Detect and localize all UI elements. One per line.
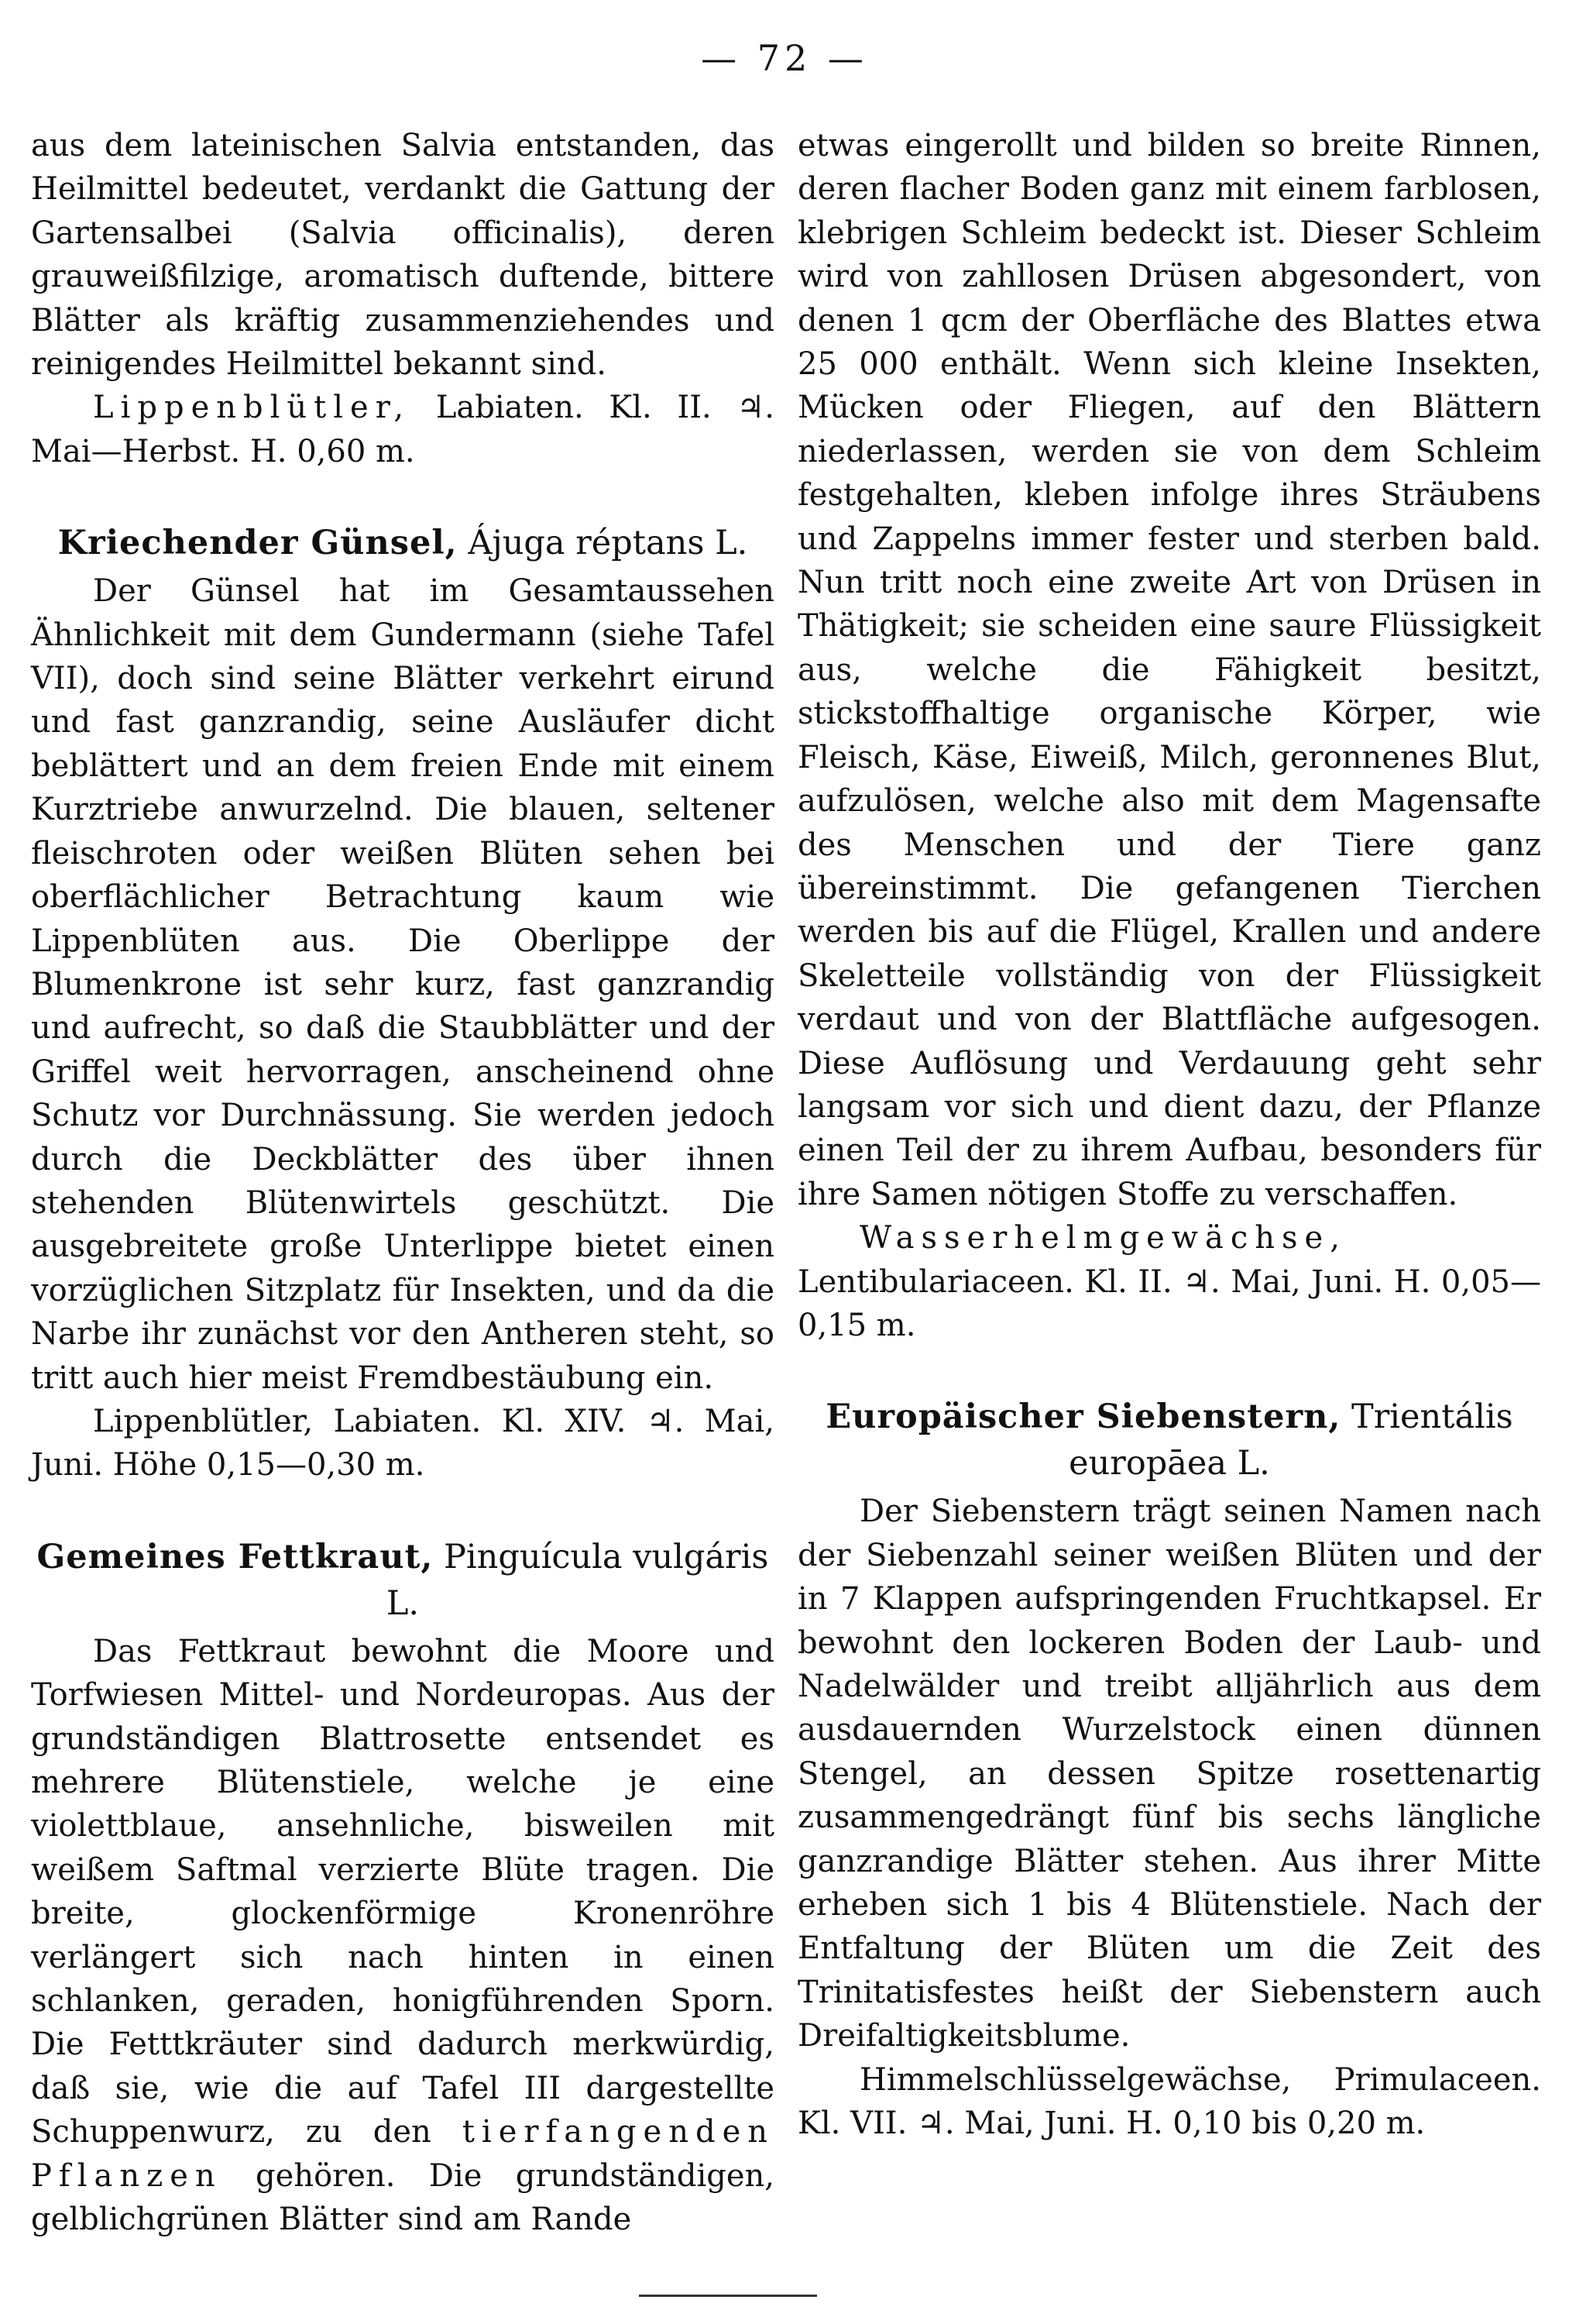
pinguicula-heading-latin: Pinguícula vulgáris L.	[386, 1537, 769, 1623]
pinguicula-text-b: gehören. Die grundständigen, gelblichgrünen Blätter sind am Rande	[31, 2157, 774, 2238]
pinguicula-text-a: Das Fettkraut bewohnt die Moore und Torfwiesen Mittel- und Nordeuropas. Aus der grundständigen Blattrosette entsendet es mehrere Blütenstiele, welche je eine violettblaue, ansehnliche, bisweilen mit weißem Saftmal verzierte Blüte tragen. Die breite, glockenförmige Kronenröhre verlängert sich nach hinten in einen schlanken, geraden, honigführenden Sporn. Die Fetttkräuter sind dadurch merkwürdig, daß sie, wie die auf Tafel III dargestellte Schuppenwurz, zu den	[31, 1633, 774, 2150]
pinguicula-heading-name: Gemeines Fettkraut,	[36, 1537, 434, 1576]
salvia-family-name: Lippenblütler,	[93, 390, 411, 426]
trientalis-heading-latin-b: europāea L.	[1069, 1444, 1270, 1483]
ajuga-heading-name: Kriechender Günsel,	[57, 524, 458, 563]
ajuga-heading-latin: Ájuga réptans L.	[468, 524, 748, 563]
trientalis-heading	[798, 1394, 1541, 1487]
pinguicula-family-name: Wasserhelmgewächse,	[860, 1220, 1347, 1257]
trientalis-classification: Himmelschlüsselgewächse, Primulaceen. Kl. VII. ♃. Mai, Juni. H. 0,10 bis 0,20 m.	[798, 2061, 1541, 2142]
ajuga-paragraph: Der Günsel hat im Gesamtaussehen Ähnlichkeit mit dem Gundermann (siehe Tafel VII), doch sind seine Blätter verkehrt eirund und fast ganzrandig, seine Ausläufer dicht beblättert und an dem freien Ende mit einem Kurztriebe anwurzelnd. Die blauen, seltener fleischroten oder weißen Blüten sehen bei oberflächlicher Betrachtung kaum wie Lippenblüten aus. Die Oberlippe der Blumenkrone ist sehr kurz, fast ganzrandig und aufrecht, so daß die Staubblätter und der Griffel weit hervorragen, anscheinend ohne Schutz vor Durchnässung. Sie werden jedoch durch die Deckblätter des über ihnen stehenden Blütenwirtels geschützt. Die ausgebreitete große Unterlippe bietet einen vorzüglichen Sitzplatz für Insekten, und da die Narbe ihr zunächst vor den Antheren steht, so tritt auch hier meist Fremdbestäubung ein.	[31, 573, 774, 1396]
pinguicula-classification-rest: Lentibulariaceen. Kl. II. ♃. Mai, Juni. H. 0,05—0,15 m.	[798, 1263, 1541, 1343]
left-column	[31, 124, 774, 2241]
ajuga-classification: Lippenblütler, Labiaten. Kl. XIV. ♃. Mai, Juni. Höhe 0,15—0,30 m.	[31, 1403, 774, 1483]
salvia-classification-rest: Labiaten. Kl. II. ♃. Mai—Herbst. H. 0,60 m.	[31, 390, 774, 469]
right-column	[798, 124, 1541, 2145]
pinguicula-heading	[31, 1534, 774, 1627]
ajuga-heading	[31, 520, 774, 566]
footer-rule	[639, 2295, 817, 2297]
pinguicula-text-emphasis: tierfangenden Pflanzen	[31, 2114, 774, 2194]
trientalis-heading-latin-a: Trientális	[1351, 1397, 1513, 1437]
pinguicula-continuation: etwas eingerollt und bilden so breite Rinnen, deren flacher Boden ganz mit einem farblosen, klebrigen Schleim bedeckt ist. Dieser Schleim wird von zahllosen Drüsen abgesondert, von denen 1 qcm der Oberfläche des Blattes etwa 25 000 enthält. Wenn sich kleine Insekten, Mücken oder Fliegen, auf den Blättern niederlassen, werden sie von dem Schleim festgehalten, kleben infolge ihres Sträubens und Zappelns immer fester und sterben bald. Nun tritt noch eine zweite Art von Drüsen in Thätigkeit; sie scheiden eine saure Flüssigkeit aus, welche die Fähigkeit besitzt, stickstoffhaltige organische Körper, wie Fleisch, Käse, Eiweiß, Milch, geronnenes Blut, aufzulösen, welche also mit dem Magensafte des Menschen und der Tiere ganz übereinstimmt. Die gefangenen Tierchen werden bis auf die Flügel, Krallen und andere Skeletteile vollständig von der Flüssigkeit verdaut und von der Blattfläche aufgesogen. Diese Auflösung und Verdauung geht sehr langsam vor sich und dient dazu, der Pflanze einen Teil der zu ihrem Aufbau, besonders für ihre Samen nötigen Stoffe zu verschaffen.	[798, 128, 1541, 1212]
pinguicula-classification	[798, 1216, 1541, 1347]
page-number: — 72 —	[701, 37, 868, 79]
trientalis-paragraph: Der Siebenstern trägt seinen Namen nach der Siebenzahl seiner weißen Blüten und der in 7 Klappen aufspringenden Fruchtkapsel. Er bewohnt den lockeren Boden der Laub- und Nadelwälder und treibt alljährlich aus dem ausdauernden Wurzelstock einen dünnen Stengel, an dessen Spitze rosettenartig zusammengedrängt fünf bis sechs längliche ganzrandige Blätter stehen. Aus ihrer Mitte erheben sich 1 bis 4 Blütenstiele. Nach der Entfaltung der Blüten um die Zeit des Trinitatisfestes heißt der Siebenstern auch Dreifaltigkeitsblume.	[798, 1494, 1541, 2054]
trientalis-heading-name: Europäischer Siebenstern,	[826, 1397, 1341, 1437]
salvia-paragraph: aus dem lateinischen Salvia entstanden, das Heilmittel bedeutet, verdankt die Gattung der Gartensalbei (Salvia officinalis), deren grauweißfilzige, aromatisch duftende, bittere Blätter als kräftig zusammenziehendes und reinigendes Heilmittel bekannt sind.	[31, 128, 774, 383]
pinguicula-paragraph	[31, 1630, 774, 2242]
salvia-classification	[31, 386, 774, 473]
